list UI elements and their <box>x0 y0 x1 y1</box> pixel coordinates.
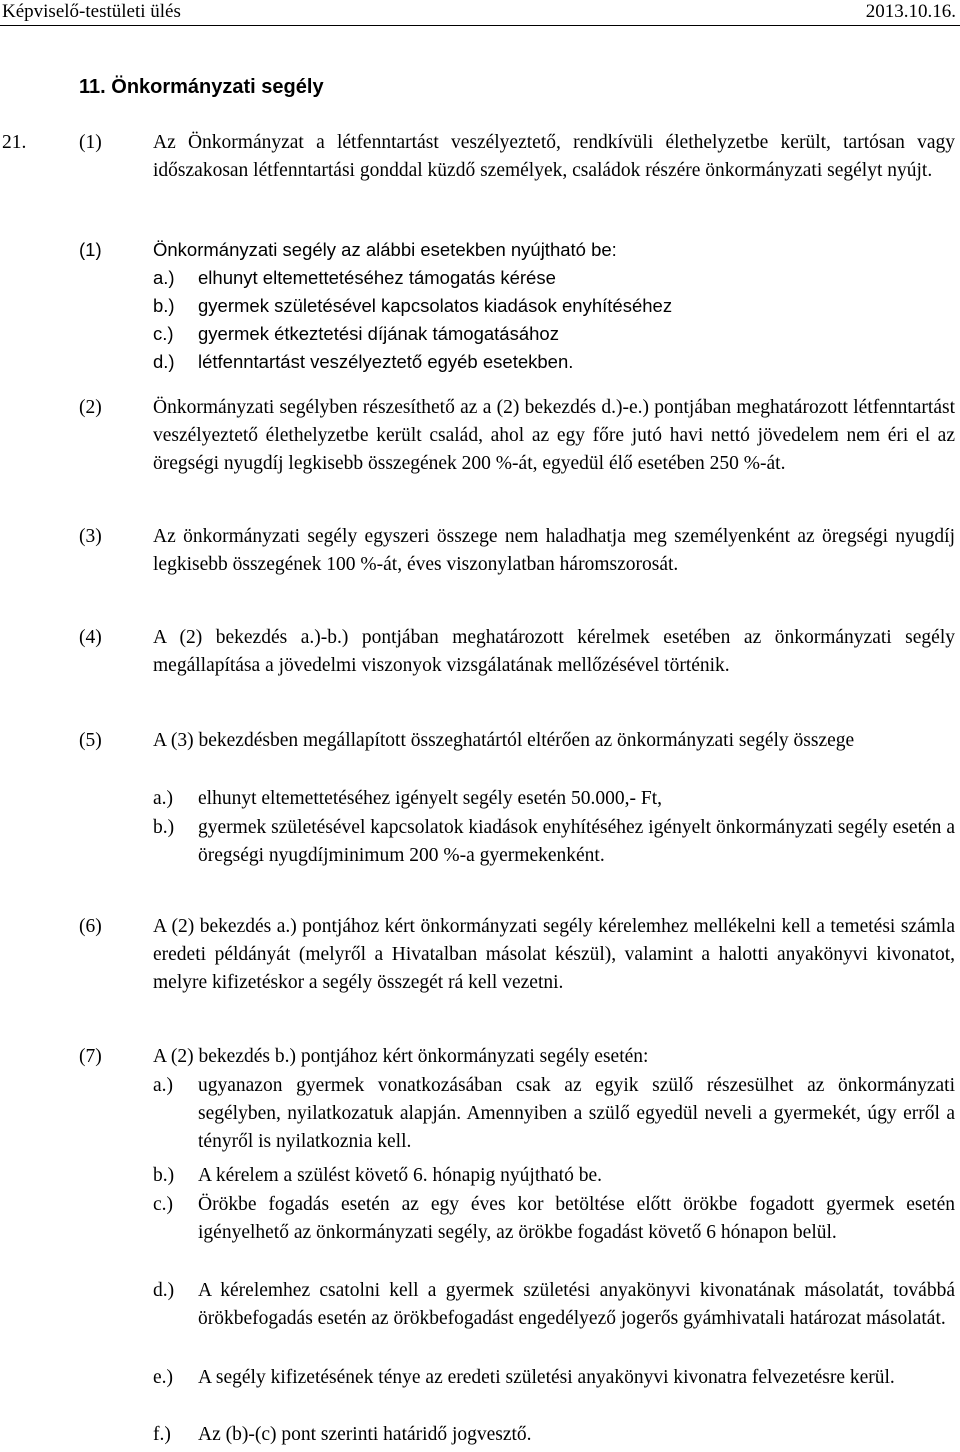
page-header <box>0 0 960 26</box>
list-item-label: a.) <box>153 788 174 809</box>
list-item-label: c.) <box>153 1194 174 1215</box>
list-item-text: gyermek születésével kapcsolatok kiadások enyhítéséhez igényelt önkormányzati segély esetén a öregségi nyugdíjminimum 200 %-a gyermekenként. <box>198 817 955 866</box>
list-item-label: a.) <box>153 267 175 288</box>
paragraph-number: (7) <box>79 1046 102 1067</box>
paragraph-number: (1) <box>79 132 102 153</box>
paragraph-text: A (2) bekezdés a.)-b.) pontjában meghatározott kérelmek esetében az önkormányzati segély megállapítása a jövedelmi viszonyok vizsgálatának mellőzésével történik. <box>153 627 955 676</box>
paragraph-number: (2) <box>79 397 102 418</box>
list-item-label: d.) <box>153 351 175 372</box>
paragraph-text: Önkormányzati segély az alábbi esetekben nyújtható be: <box>153 239 617 260</box>
list-item-text: létfenntartást veszélyeztető egyéb esetekben. <box>198 351 574 372</box>
meeting-title: Képviselő-testületi ülés <box>2 1 181 22</box>
list-item-label: a.) <box>153 1075 174 1096</box>
paragraph-number: (3) <box>79 526 102 547</box>
paragraph-number: (6) <box>79 916 102 937</box>
paragraph-number: (5) <box>79 730 102 751</box>
list-item-label: d.) <box>153 1280 175 1301</box>
list-item-text: A kérelemhez csatolni kell a gyermek születési anyakönyvi kivonatának másolatát, továbbá örökbefogadás esetén az örökbefogadást engedélyező jogerős gyámhivatali határozat másolatát. <box>198 1280 955 1329</box>
list-item-text: A segély kifizetésének ténye az eredeti születési anyakönyvi kivonatra felvezetésre kerül. <box>198 1367 895 1388</box>
list-item-label: b.) <box>153 295 175 316</box>
meeting-date: 2013.10.16. <box>865 1 956 22</box>
list-item-text: ugyanazon gyermek vonatkozásában csak az egyik szülő részesülhet az önkormányzati segélyben, nyilatkozatuk alapján. Amennyiben a szülő egyedül neveli a gyermekét, úgy erről a tényről is nyilatkoznia kell. <box>198 1075 955 1152</box>
list-item-label: c.) <box>153 323 174 344</box>
list-item-label: e.) <box>153 1367 174 1388</box>
paragraph-text: Az önkormányzati segély egyszeri összege nem haladhatja meg személyenként az öregségi nyugdíj legkisebb összegének 100 %-át, éves viszonylatban háromszorosát. <box>153 526 955 575</box>
list-item-text: gyermek étkeztetési díjának támogatásához <box>198 323 559 344</box>
list-item-text: elhunyt eltemettetéséhez igényelt segély esetén 50.000,- Ft, <box>198 788 663 809</box>
list-item-text: A kérelem a szülést követő 6. hónapig nyújtható be. <box>198 1165 602 1186</box>
list-item-label: b.) <box>153 1165 175 1186</box>
paragraph-number: (4) <box>79 627 102 648</box>
list-item-text: elhunyt eltemettetéséhez támogatás kérése <box>198 267 556 288</box>
list-item-text: Az (b)-(c) pont szerinti határidő jogvesztő. <box>198 1424 532 1445</box>
article-number: 21. <box>2 132 27 153</box>
list-item-label: b.) <box>153 817 175 838</box>
paragraph-text: A (2) bekezdés a.) pontjához kért önkormányzati segély kérelemhez mellékelni kell a temetési számla eredeti példányát (melyről a Hivatalban másolat készül), valamint a halotti anyakönyvi kivonatot, melyre kifizetéskor a segély összegét rá kell vezetni. <box>153 916 955 993</box>
list-item-text: gyermek születésével kapcsolatos kiadások enyhítéséhez <box>198 295 673 316</box>
paragraph-text: A (2) bekezdés b.) pontjához kért önkormányzati segély esetén: <box>153 1046 649 1067</box>
list-item-text: Örökbe fogadás esetén az egy éves kor betöltése előtt örökbe fogadott gyermek esetén igényelhető az önkormányzati segély, az örökbe fogadást követő 6 hónapon belül. <box>198 1194 955 1243</box>
list-item-label: f.) <box>153 1424 171 1445</box>
paragraph-number: (1) <box>79 239 102 260</box>
section-title: 11. Önkormányzati segély <box>79 76 324 98</box>
paragraph-text: Az Önkormányzat a létfenntartást veszélyeztető, rendkívüli élethelyzetbe került, tartósan vagy időszakosan létfenntartási gonddal küzdő személyek, családok részére önkormányzati segélyt nyújt. <box>153 132 955 181</box>
paragraph-text: A (3) bekezdésben megállapított összeghatártól eltérően az önkormányzati segély összege <box>153 730 855 751</box>
paragraph-text: Önkormányzati segélyben részesíthető az a (2) bekezdés d.)-e.) pontjában meghatározott létfenntartást veszélyeztető élethelyzetbe került család, ahol az egy főre jutó havi nettó jövedelem nem éri el az öregségi nyugdíj legkisebb összegének 200 %-át, egyedül élő esetében 250 %-át. <box>153 397 955 474</box>
